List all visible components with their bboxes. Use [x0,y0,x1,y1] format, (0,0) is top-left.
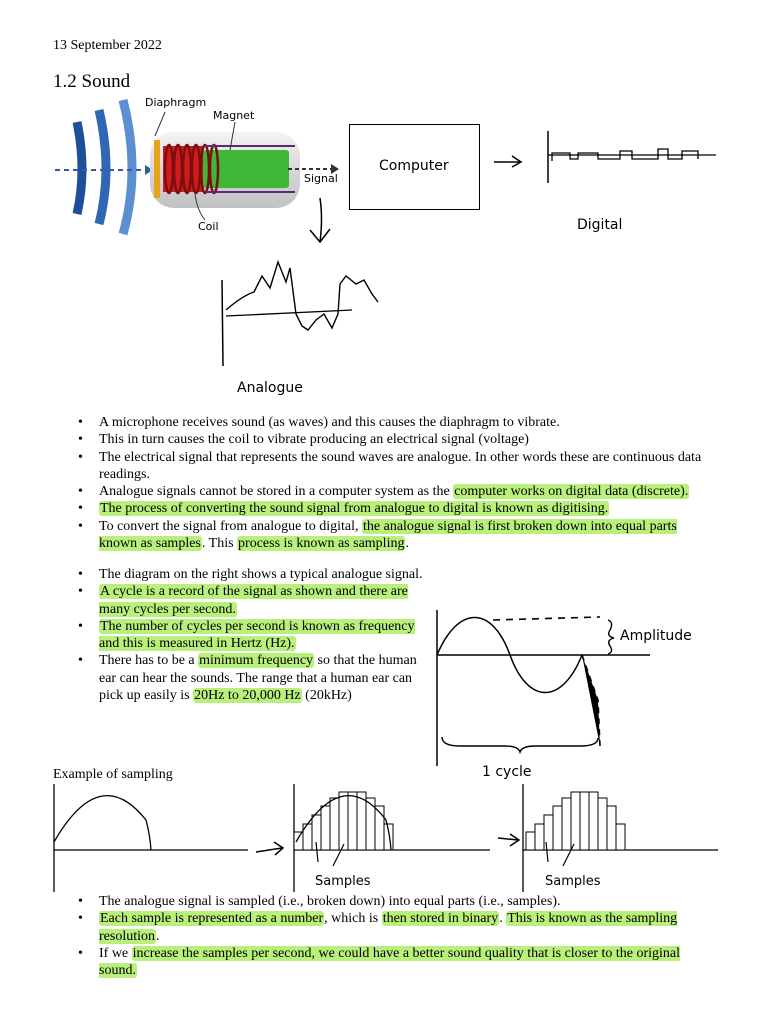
list-item: • The analogue signal is sampled (i.e., broken down) into equal parts (i.e., samples). [78,893,713,910]
digital-label: Digital [577,217,623,233]
down-arrow-sketch [306,196,336,246]
computer-box [349,124,480,210]
list-item: • This in turn causes the coil to vibrate producing an electrical signal (voltage) [78,431,713,448]
sound-wave-1 [77,122,82,214]
sound-wave-3 [123,100,132,234]
list-item: • Analogue signals cannot be stored in a computer system as the computer works on digital data (discrete). [78,483,713,500]
list-item: • A cycle is a record of the signal as shown and there are many cycles per second. [78,583,423,618]
diaphragm-label: Diaphragm [145,96,207,109]
samples-label-2: Samples [545,874,601,889]
bullet-list-3 [78,893,713,979]
signal-label: Signal [304,172,338,185]
bullet-list-2 [78,566,423,704]
magnet-label: Magnet [213,109,255,122]
date: 13 September 2022 [53,38,162,53]
sampling-diagram [50,780,730,895]
samples-label-1: Samples [315,874,371,889]
coil-label: Coil [198,220,219,233]
sampling-title: Example of sampling [53,767,173,782]
bullet-list-1 [78,414,713,552]
cycle-label: 1 cycle [482,764,532,780]
list-item: • To convert the signal from analogue to digital, the analogue signal is first broken down into equal parts known as samples. This process is known as sampling. [78,518,713,553]
list-item: • The number of cycles per second is known as frequency and this is measured in Hertz (Hz). [78,618,423,653]
microphone-diagram [55,92,345,242]
list-item: • The electrical signal that represents the sound waves are analogue. In other words these are continuous data readings. [78,449,713,484]
list-item: • The process of converting the sound signal from analogue to digital is known as digitising. [78,500,713,517]
list-item: • Each sample is represented as a number, which is then stored in binary. This is known as the sampling resolution. [78,910,713,945]
diaphragm [154,140,160,198]
list-item: • If we increase the samples per second, we could have a better sound quality that is closer to the original sound. [78,945,713,980]
analogue-signal-sketch [212,254,387,374]
sine-wave-diagram [430,600,730,770]
list-item: • The diagram on the right shows a typical analogue signal. [78,566,423,583]
sound-wave-2 [99,110,106,224]
digital-signal-sketch [490,125,725,195]
magnet [203,150,289,188]
computer-label: Computer [379,158,449,174]
amplitude-label: Amplitude [620,628,692,644]
page-title: 1.2 Sound [53,71,131,92]
analogue-label: Analogue [237,380,303,396]
list-item: • There has to be a minimum frequency so that the human ear can hear the sounds. The range that a human ear can pick up easily is 20Hz to 20,000 Hz (20kHz) [78,652,423,704]
list-item: • A microphone receives sound (as waves) and this causes the diaphragm to vibrate. [78,414,713,431]
